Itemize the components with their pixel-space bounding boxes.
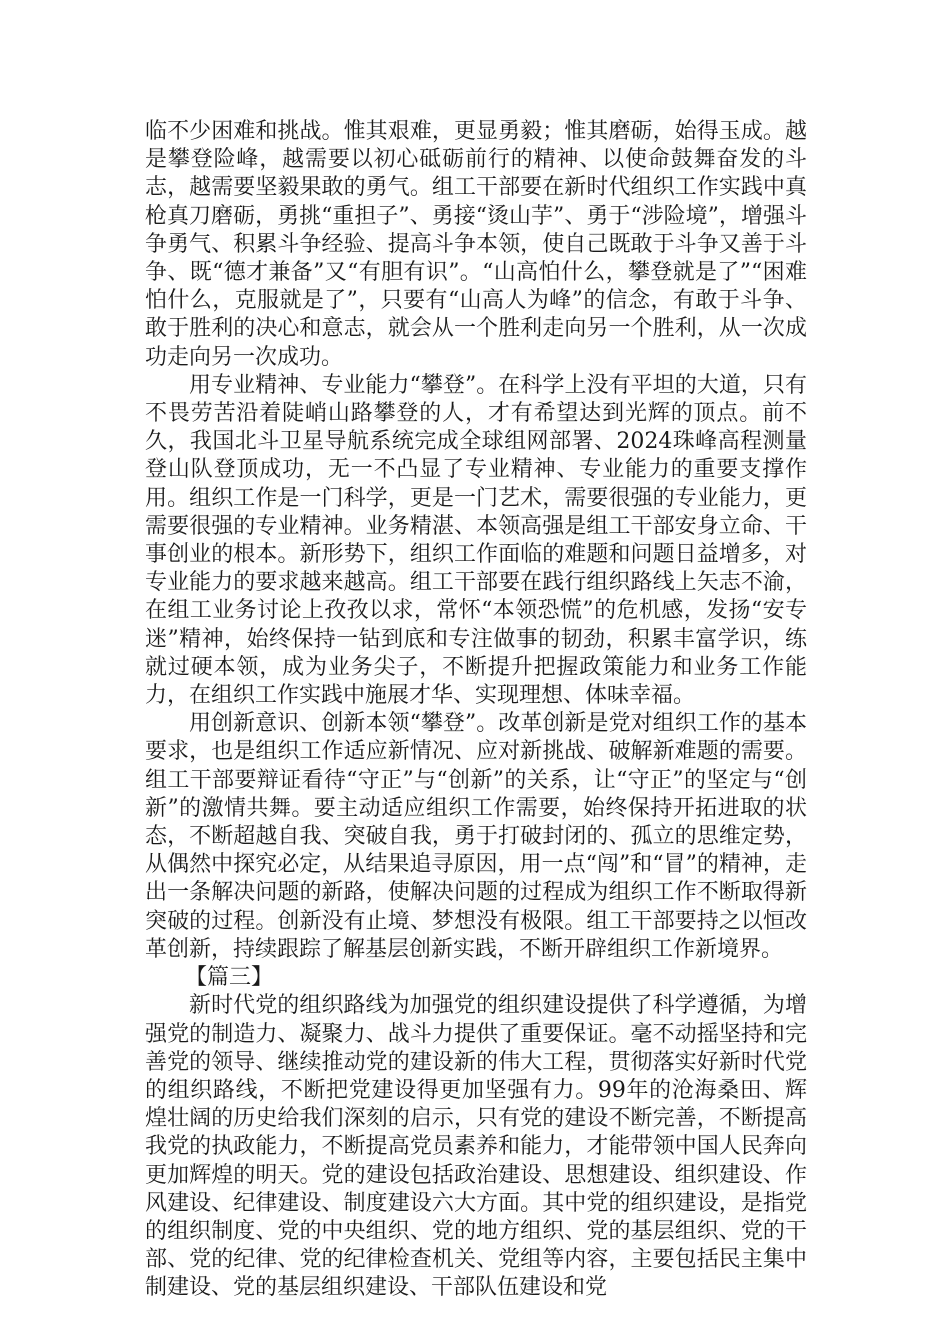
paragraph-professional-spirit: 用专业精神、专业能力“攀登”。在科学上没有平坦的大道，只有不畏劳苦沿着陡峭山路攀登的人，才有希望达到光辉的顶点。前不久，我国北斗卫星导航系统完成全球组网部署、2024珠峰高程测量登山队登顶成功，无一不凸显了专业精神、专业能力的重要支撑作用。组织工作是一门科学，更是一门艺术，需要很强的专业能力，更需要很强的专业精神。业务精湛、本领高强是组工干部安身立命、干事创业的根本。新形势下，组织工作面临的难题和问题日益增多，对专业能力的要求越来越高。组工干部要在践行组织路线上矢志不渝，在组工业务讨论上孜孜以求，常怀“本领恐慌”的危机感，发扬“安专迷”精神，始终保持一钻到底和专注做事的韧劲，积累丰富学识，练就过硬本领，成为业务尖子，不断提升把握政策能力和业务工作能力，在组织工作实践中施展才华、实现理想、体味幸福。 (145, 372, 807, 709)
section-heading: 【篇三】 (185, 965, 274, 991)
paragraph-innovation: 用创新意识、创新本领“攀登”。改革创新是党对组织工作的基本要求，也是组织工作适应新情况、应对新挑战、破解新难题的需要。组工干部要辩证看待“守正”与“创新”的关系，让“守正”的坚定与“创新”的激情共舞。要主动适应组织工作需要，始终保持开拓进取的状态，不断超越自我、突破自我，勇于打破封闭的、孤立的思维定势，从偶然中探究必定，从结果追寻原因，用一点“闯”和“冒”的精神，走出一条解决问题的新路，使解决问题的过程成为组织工作不断取得新突破的过程。创新没有止境、梦想没有极限。组工干部要持之以恒改革创新，持续跟踪了解基层创新实践，不断开辟组织工作新境界。 (145, 711, 807, 962)
paragraph-continuation: 临不少困难和挑战。惟其艰难，更显勇毅；惟其磨砺，始得玉成。越是攀登险峰，越需要以初心砥砺前行的精神、以使命鼓舞奋发的斗志，越需要坚毅果敢的勇气。组工干部要在新时代组织工作实践中真枪真刀磨砺，勇挑“重担子”、勇接“烫山芋”、勇于“涉险境”，增强斗争勇气、积累斗争经验、提高斗争本领，使自己既敢于斗争又善于斗争、既“德才兼备”又“有胆有识”。“山高怕什么，攀登就是了”“困难怕什么，克服就是了”，只要有“山高人为峰”的信念，有敢于斗争、敢于胜利的决心和意志，就会从一个胜利走向另一个胜利，从一次成功走向另一次成功。 (145, 119, 807, 370)
paragraph-organization-line: 新时代党的组织路线为加强党的组织建设提供了科学遵循，为增强党的制造力、凝聚力、战斗力提供了重要保证。毫不动摇坚持和完善党的领导、继续推动党的建设新的伟大工程，贯彻落实好新时代党的组织路线，不断把党建设得更加坚强有力。99年的沧海桑田、辉煌壮阔的历史给我们深刻的启示，只有党的建设不断完善，不断提高我党的执政能力，不断提高党员素养和能力，才能带领中国人民奔向更加辉煌的明天。党的建设包括政治建设、思想建设、组织建设、作风建设、纪律建设、制度建设六大方面。其中党的组织建设，是指党的组织制度、党的中央组织、党的地方组织、党的基层组织、党的干部、党的纪律、党的纪律检查机关、党组等内容，主要包括民主集中制建设、党的基层组织建设、干部队伍建设和党 (145, 993, 807, 1301)
document-page (145, 118, 807, 1303)
